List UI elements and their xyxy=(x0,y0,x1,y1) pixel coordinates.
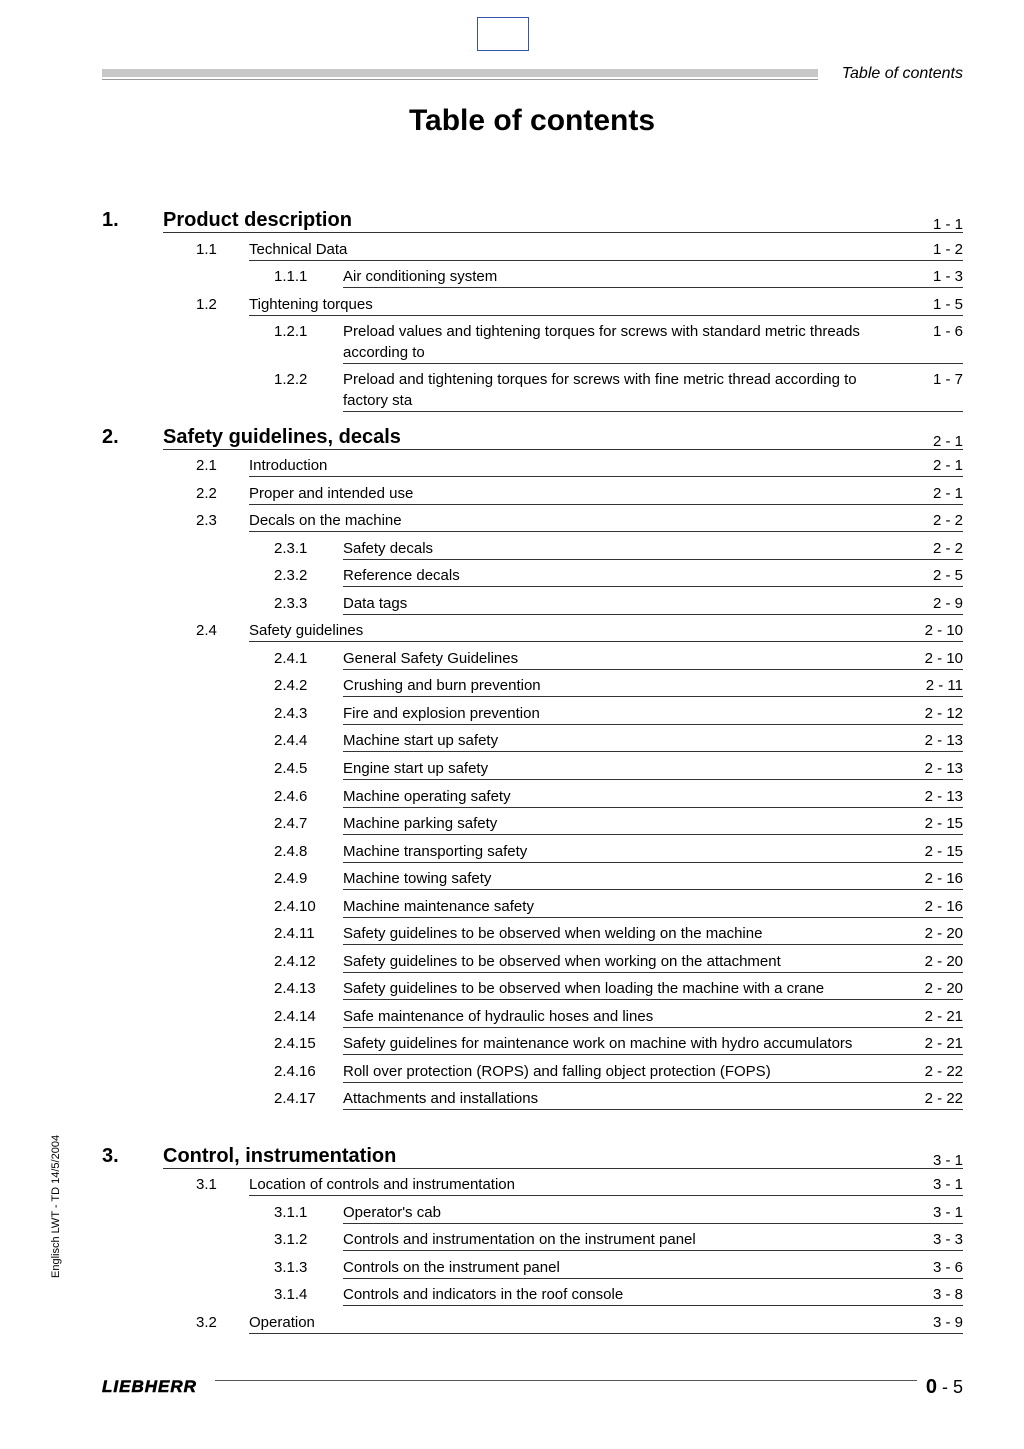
toc-title xyxy=(343,896,963,918)
toc-title xyxy=(343,758,963,780)
toc-number: 3.1.1 xyxy=(274,1204,308,1221)
toc-page: 2 - 15 xyxy=(924,843,963,860)
toc-page: 2 - 20 xyxy=(924,980,963,997)
toc-number: 2.4.3 xyxy=(274,705,308,722)
toc-title xyxy=(343,538,963,560)
toc-title-line: Location of controls and instrumentation xyxy=(249,1176,515,1193)
toc-title-line: Data tags xyxy=(343,595,408,612)
toc-title-line: Fire and explosion prevention xyxy=(343,705,540,722)
toc-title-line: Engine start up safety xyxy=(343,760,489,777)
toc-page: 2 - 15 xyxy=(924,815,963,832)
toc-page: 1 - 3 xyxy=(932,268,963,285)
toc-title xyxy=(343,593,963,615)
toc-title xyxy=(249,483,963,505)
toc-title xyxy=(343,321,963,364)
toc-page: 3 - 8 xyxy=(932,1286,963,1303)
toc-page: 2 - 22 xyxy=(924,1063,963,1080)
toc-title-line: Introduction xyxy=(249,457,328,474)
toc-title xyxy=(343,730,963,752)
toc-title-line: Controls and instrumentation on the instrument panel xyxy=(343,1231,696,1248)
toc-title-line: Reference decals xyxy=(343,567,460,584)
toc-title-line-2: factory sta xyxy=(343,392,413,409)
header-bar xyxy=(102,69,818,77)
toc-title-line: Controls and indicators in the roof console xyxy=(343,1286,624,1303)
toc-number: 2.4.1 xyxy=(274,650,308,667)
toc-title-line: Tightening torques xyxy=(249,296,373,313)
toc-number: 1.2 xyxy=(196,296,217,313)
toc-number: 2.1 xyxy=(196,457,217,474)
toc-title xyxy=(343,786,963,808)
toc-page: 2 - 2 xyxy=(932,540,963,557)
toc-page: 2 - 1 xyxy=(932,457,963,474)
toc-number: 2.4.13 xyxy=(274,980,316,997)
toc-page: 2 - 5 xyxy=(932,567,963,584)
toc-page: 3 - 1 xyxy=(932,1176,963,1193)
toc-title-line: Machine transporting safety xyxy=(343,843,528,860)
toc-number: 2.4.5 xyxy=(274,760,308,777)
toc-page: 1 - 7 xyxy=(932,371,963,388)
toc-title-line: Roll over protection (ROPS) and falling object protection (FOPS) xyxy=(343,1063,771,1080)
toc-number: 2.4.6 xyxy=(274,788,308,805)
toc-title xyxy=(343,951,963,973)
toc-page: 3 - 1 xyxy=(932,1152,963,1169)
toc-page: 2 - 10 xyxy=(924,650,963,667)
header-section-label: Table of contents xyxy=(841,65,963,82)
toc-title-line: Proper and intended use xyxy=(249,485,414,502)
footer-page-number xyxy=(926,1376,963,1399)
toc-number: 3. xyxy=(102,1145,119,1167)
toc-title xyxy=(343,1229,963,1251)
toc-title-line: Decals on the machine xyxy=(249,512,402,529)
toc-number: 2.3 xyxy=(196,512,217,529)
toc-title xyxy=(343,1202,963,1224)
toc-title-line: Machine maintenance safety xyxy=(343,898,534,915)
toc-page: 2 - 2 xyxy=(932,512,963,529)
toc-page: 1 - 1 xyxy=(932,216,963,233)
toc-title-line: Technical Data xyxy=(249,241,348,258)
toc-page: 2 - 12 xyxy=(924,705,963,722)
toc-title xyxy=(343,648,963,670)
toc-page: 2 - 11 xyxy=(925,677,963,694)
footer-rule xyxy=(215,1380,917,1381)
toc-title-line-2: according to xyxy=(343,344,425,361)
toc-page: 2 - 20 xyxy=(924,925,963,942)
toc-title xyxy=(343,266,963,288)
toc-page: 2 - 13 xyxy=(924,760,963,777)
toc-number: 2.4.9 xyxy=(274,870,308,887)
footer-page-rest: - 5 xyxy=(936,1377,963,1397)
toc-title xyxy=(343,1284,963,1306)
toc-title xyxy=(249,1312,963,1334)
toc-page: 1 - 6 xyxy=(932,323,963,340)
toc-number: 2.3.3 xyxy=(274,595,308,612)
toc-number: 1.2.1 xyxy=(274,323,308,340)
toc-number: 2.4.16 xyxy=(274,1063,316,1080)
toc-title-line: Safe maintenance of hydraulic hoses and lines xyxy=(343,1008,654,1025)
toc-title-line: Safety guidelines to be observed when working on the attachment xyxy=(343,953,781,970)
toc-number: 1.2.2 xyxy=(274,371,308,388)
toc-number: 2.3.1 xyxy=(274,540,308,557)
footer-page-chapter: 0 xyxy=(925,1376,937,1398)
toc-number: 2.4 xyxy=(196,622,217,639)
toc-page: 2 - 13 xyxy=(924,788,963,805)
toc-page: 3 - 6 xyxy=(932,1259,963,1276)
toc-title-line: Safety decals xyxy=(343,540,434,557)
toc-page: 1 - 2 xyxy=(932,241,963,258)
toc-page: 2 - 9 xyxy=(932,595,963,612)
toc-page: 2 - 22 xyxy=(924,1090,963,1107)
toc-title-line: Operation xyxy=(249,1314,315,1331)
toc-title xyxy=(343,813,963,835)
toc-number: 2. xyxy=(102,426,119,448)
toc-title xyxy=(343,1033,963,1055)
toc-number: 3.1 xyxy=(196,1176,217,1193)
toc-page: 2 - 13 xyxy=(924,732,963,749)
toc-title-line: Preload and tightening torques for screws with fine metric thread according to xyxy=(343,371,857,388)
toc-title xyxy=(343,565,963,587)
toc-page: 2 - 16 xyxy=(924,870,963,887)
toc-title-line: Machine start up safety xyxy=(343,732,499,749)
toc-page: 2 - 16 xyxy=(924,898,963,915)
toc-title xyxy=(249,294,963,316)
toc-title-line: Machine operating safety xyxy=(343,788,511,805)
toc-title-line: Controls on the instrument panel xyxy=(343,1259,560,1276)
toc-number: 2.4.12 xyxy=(274,953,316,970)
toc-number: 2.2 xyxy=(196,485,217,502)
toc-title-line: Machine towing safety xyxy=(343,870,492,887)
toc-title xyxy=(249,620,963,642)
toc-number: 3.2 xyxy=(196,1314,217,1331)
toc-title xyxy=(163,1144,963,1169)
toc-title xyxy=(249,239,963,261)
toc-title-line: Safety guidelines for maintenance work on machine with hydro accumulators xyxy=(343,1035,853,1052)
toc-title-line: Operator's cab xyxy=(343,1204,441,1221)
toc-page: 3 - 9 xyxy=(932,1314,963,1331)
toc-title xyxy=(343,868,963,890)
toc-page: 2 - 21 xyxy=(924,1008,963,1025)
toc-page: 1 - 5 xyxy=(932,296,963,313)
toc-title-line: Preload values and tightening torques for screws with standard metric threads xyxy=(343,323,860,340)
toc-page: 3 - 3 xyxy=(932,1231,963,1248)
toc-title-line: Crushing and burn prevention xyxy=(343,677,541,694)
toc-number: 2.4.15 xyxy=(274,1035,316,1052)
toc-title-line: Air conditioning system xyxy=(343,268,498,285)
toc-number: 1. xyxy=(102,209,119,231)
toc-number: 2.4.14 xyxy=(274,1008,316,1025)
toc-title xyxy=(163,425,963,450)
toc-number: 1.1 xyxy=(196,241,217,258)
header-rule xyxy=(102,79,818,80)
toc-number: 2.4.17 xyxy=(274,1090,316,1107)
toc-title xyxy=(163,208,963,233)
toc-title-line: General Safety Guidelines xyxy=(343,650,519,667)
toc-number: 3.1.4 xyxy=(274,1286,308,1303)
toc-title-line: Safety guidelines to be observed when loading the machine with a crane xyxy=(343,980,825,997)
toc-page: 2 - 21 xyxy=(924,1035,963,1052)
toc-title xyxy=(249,1174,963,1196)
toc-page: 3 - 1 xyxy=(932,1204,963,1221)
toc-title-line: Safety guidelines, decals xyxy=(163,426,401,448)
toc-title xyxy=(343,841,963,863)
toc-title xyxy=(249,455,963,477)
toc-title-line: Product description xyxy=(163,209,352,231)
toc-number: 3.1.2 xyxy=(274,1231,308,1248)
toc-title xyxy=(343,703,963,725)
toc-page: 2 - 20 xyxy=(924,953,963,970)
toc-number: 3.1.3 xyxy=(274,1259,308,1276)
toc-page: 2 - 1 xyxy=(932,485,963,502)
toc-title-line: Control, instrumentation xyxy=(163,1145,397,1167)
toc-number: 2.4.11 xyxy=(274,925,315,942)
toc-title xyxy=(343,675,963,697)
side-note: Englisch LWT - TD 14/5/2004 xyxy=(50,1134,62,1278)
toc-title-line: Machine parking safety xyxy=(343,815,498,832)
toc-title xyxy=(249,510,963,532)
toc-number: 2.4.7 xyxy=(274,815,308,832)
toc-number: 2.4.4 xyxy=(274,732,308,749)
toc-number: 1.1.1 xyxy=(274,268,308,285)
toc-title-line: Safety guidelines to be observed when welding on the machine xyxy=(343,925,763,942)
toc-number: 2.4.10 xyxy=(274,898,316,915)
toc-title xyxy=(343,1006,963,1028)
toc-number: 2.4.2 xyxy=(274,677,308,694)
toc-title xyxy=(343,923,963,945)
toc-title xyxy=(343,1061,963,1083)
toc-number: 2.3.2 xyxy=(274,567,308,584)
toc-page: 2 - 1 xyxy=(932,433,963,450)
toc-title xyxy=(343,1257,963,1279)
toc-page: 2 - 10 xyxy=(924,622,963,639)
toc-title-line: Attachments and installations xyxy=(343,1090,539,1107)
toc-title xyxy=(343,978,963,1000)
toc-number: 2.4.8 xyxy=(274,843,308,860)
toc-title-line: Safety guidelines xyxy=(249,622,364,639)
top-frame-box xyxy=(477,17,529,51)
liebherr-logo: LIEBHERR xyxy=(102,1377,197,1396)
page-title: Table of contents xyxy=(408,104,656,137)
toc-title xyxy=(343,1088,963,1110)
toc-title xyxy=(343,369,963,412)
